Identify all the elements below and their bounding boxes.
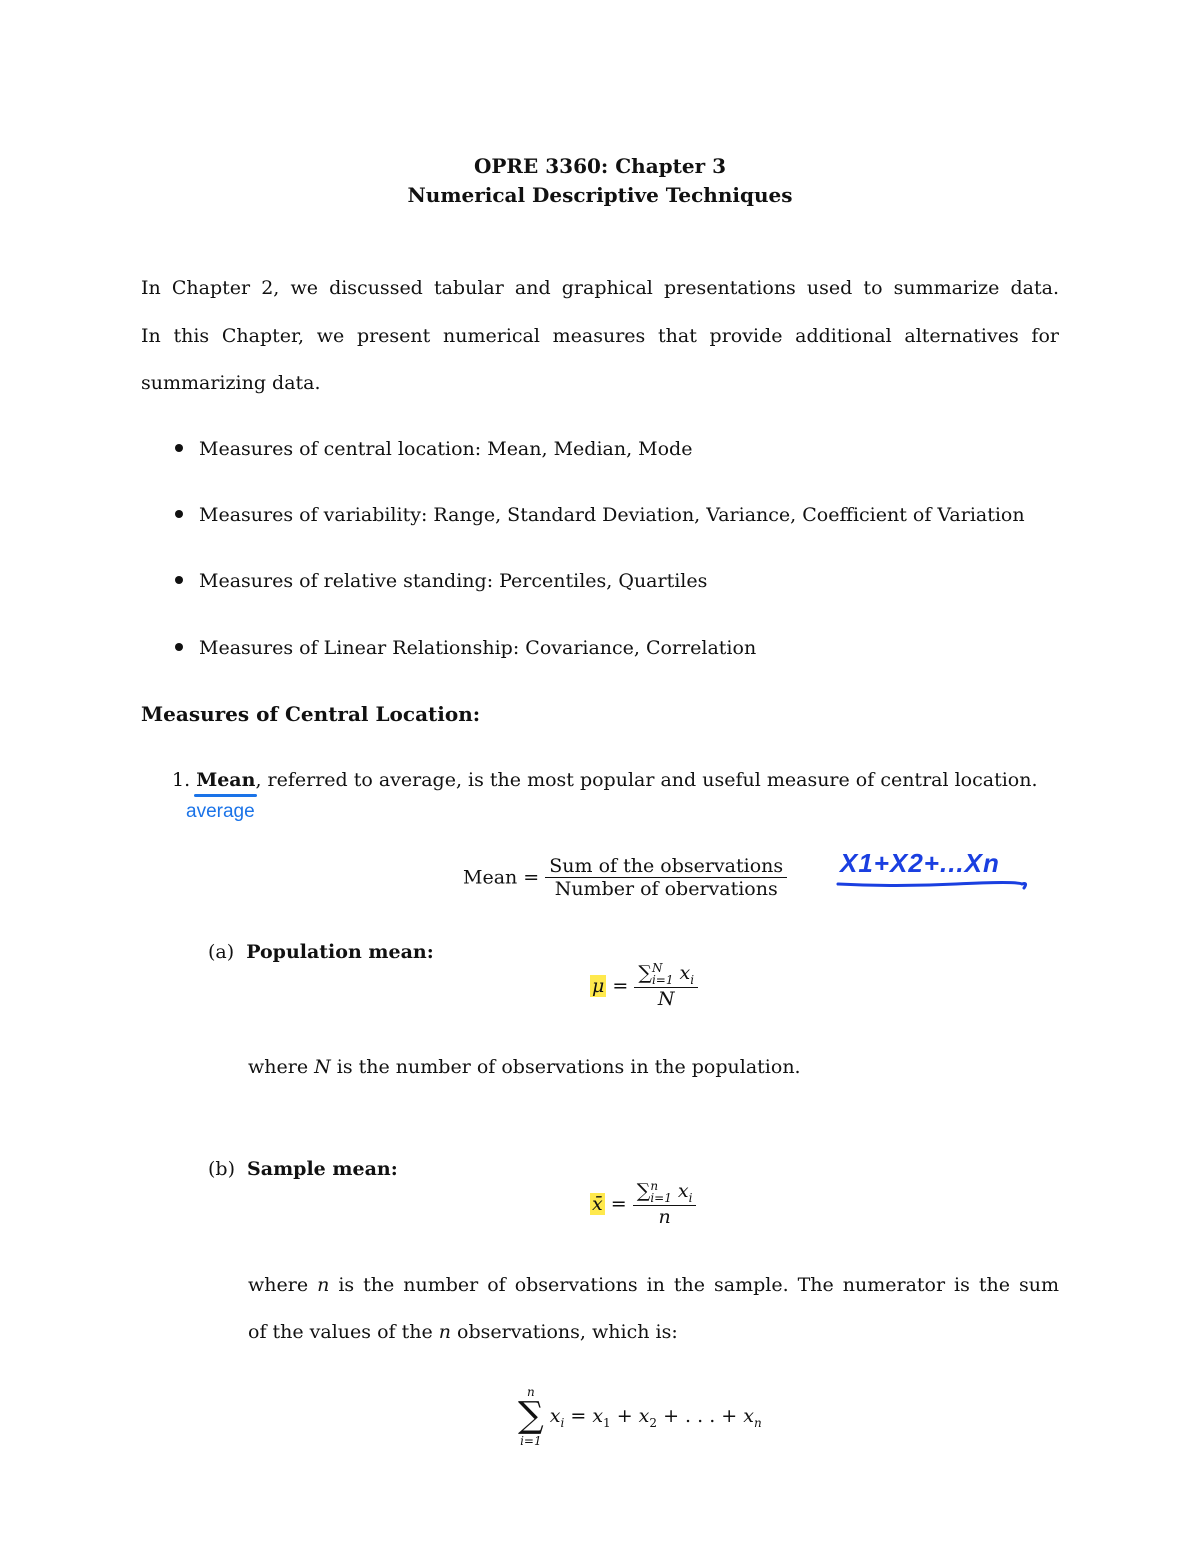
population-numerator [634, 962, 698, 987]
document-title-line2: Numerical Descriptive Techniques [407, 183, 793, 207]
where-var: n [317, 1274, 330, 1296]
where-pre: where [248, 1056, 315, 1078]
bullet-dot-icon [175, 576, 183, 584]
bullet-item [175, 504, 1025, 526]
mean-underline-annotation [194, 794, 257, 797]
mean-formula [463, 855, 787, 900]
mean-term-text: Mean [196, 769, 256, 791]
list-item-mean [172, 769, 1038, 791]
big-sum-upper: n [526, 1385, 535, 1399]
bullet-dot-icon [175, 510, 183, 518]
mean-fraction [545, 855, 787, 900]
sum-symbol: ∑ [636, 1180, 651, 1202]
term-x2: x [638, 1404, 650, 1427]
annotation-average: average [186, 801, 255, 822]
sum-variable: x [679, 962, 691, 984]
bullet-item [175, 438, 692, 460]
term-x1-sub: 1 [603, 1415, 611, 1430]
intro-line-1: In Chapter 2, we discussed tabular and graphical presentations used to summarize data. [141, 277, 1059, 299]
sample-mean-formula [590, 1180, 696, 1228]
subitem-a-label: (a) [208, 941, 235, 963]
sum-equals: = [564, 1404, 593, 1427]
mean-numerator: Sum of the observations [549, 855, 784, 877]
bullet-item [175, 570, 707, 592]
sample-where-line-2 [248, 1321, 678, 1343]
bullet-item [175, 637, 756, 659]
sum-lower-limit: i=1 [651, 973, 674, 987]
handwritten-annotation [840, 848, 1000, 879]
sum-body-sub: i [560, 1415, 565, 1430]
sum-variable: x [677, 1180, 689, 1202]
where-var: n [438, 1321, 451, 1343]
term-x2-sub: 2 [649, 1415, 658, 1430]
where-post: is the number of observations in the sample. The numerator is the sum [329, 1274, 1059, 1296]
where-post: is the number of observations in the population. [330, 1056, 801, 1078]
bullet-text: Measures of relative standing: Percentiles, Quartiles [199, 570, 708, 592]
summation-expression [549, 1404, 762, 1430]
term-xn: x [743, 1404, 754, 1427]
term-x1: x [592, 1404, 604, 1427]
population-mean-formula [590, 962, 698, 1010]
sample-numerator [633, 1180, 697, 1205]
mean-formula-lhs: Mean = [463, 866, 540, 889]
sample-where-line-1 [248, 1274, 1059, 1296]
population-fraction [634, 962, 698, 1010]
mean-term [196, 769, 255, 791]
mu-symbol: μ [592, 974, 605, 997]
subitem-b-label: (b) [208, 1158, 235, 1180]
where-post: observations, which is: [451, 1321, 678, 1343]
sum-lower-limit: i=1 [650, 1191, 672, 1205]
population-denominator: N [634, 987, 698, 1010]
handwritten-underline-icon [836, 878, 1036, 892]
sum-variable-subscript: i [690, 972, 695, 987]
where-pre: where [248, 1274, 318, 1296]
intro-line-2: In this Chapter, we present numerical measures that provide additional alternatives for [141, 325, 1059, 347]
sum-upper-limit: N [651, 961, 663, 975]
list-number: 1. [172, 769, 191, 791]
section-heading: Measures of Central Location: [141, 702, 481, 726]
sum-body: x [549, 1404, 561, 1427]
big-sum-symbol: ∑ [518, 1395, 544, 1436]
mean-denominator: Number of obervations [545, 877, 787, 900]
bullet-text: Measures of variability: Range, Standard Deviation, Variance, Coefficient of Variation [199, 504, 1025, 526]
handwritten-sum-text: X1+X2+...Xn [840, 848, 1000, 878]
document-title-line1: OPRE 3360: Chapter 3 [473, 154, 727, 178]
big-sum [518, 1386, 544, 1448]
subitem-b-heading: Sample mean: [247, 1158, 398, 1180]
ellipsis-terms: + . . . + [657, 1404, 744, 1427]
equals-sign: = [612, 974, 629, 997]
sum-upper-limit: n [650, 1179, 659, 1193]
intro-line-3: summarizing data. [141, 372, 321, 394]
sample-fraction [633, 1180, 697, 1228]
bullet-text: Measures of central location: Mean, Median, Mode [199, 438, 693, 460]
population-where-text [248, 1056, 801, 1078]
subitem-a-heading: Population mean: [246, 941, 434, 963]
mean-description: , referred to average, is the most popular and useful measure of central location. [255, 769, 1038, 791]
sum-variable-subscript: i [688, 1190, 693, 1205]
subitem-a [208, 941, 434, 963]
big-sum-lower: i=1 [520, 1434, 542, 1448]
where-pre: of the values of the [248, 1321, 439, 1343]
sum-symbol: ∑ [638, 962, 652, 984]
bullet-text: Measures of Linear Relationship: Covariance, Correlation [199, 637, 757, 659]
equals-sign: = [610, 1192, 627, 1215]
where-var: N [314, 1056, 331, 1078]
bullet-dot-icon [175, 643, 183, 651]
term-xn-sub: n [753, 1415, 762, 1430]
summation-formula [518, 1386, 762, 1448]
plus-sign: + [610, 1404, 639, 1427]
sample-denominator: n [633, 1205, 697, 1228]
bullet-dot-icon [175, 444, 183, 452]
subitem-b [208, 1158, 398, 1180]
xbar-symbol: x̄ [592, 1192, 603, 1215]
